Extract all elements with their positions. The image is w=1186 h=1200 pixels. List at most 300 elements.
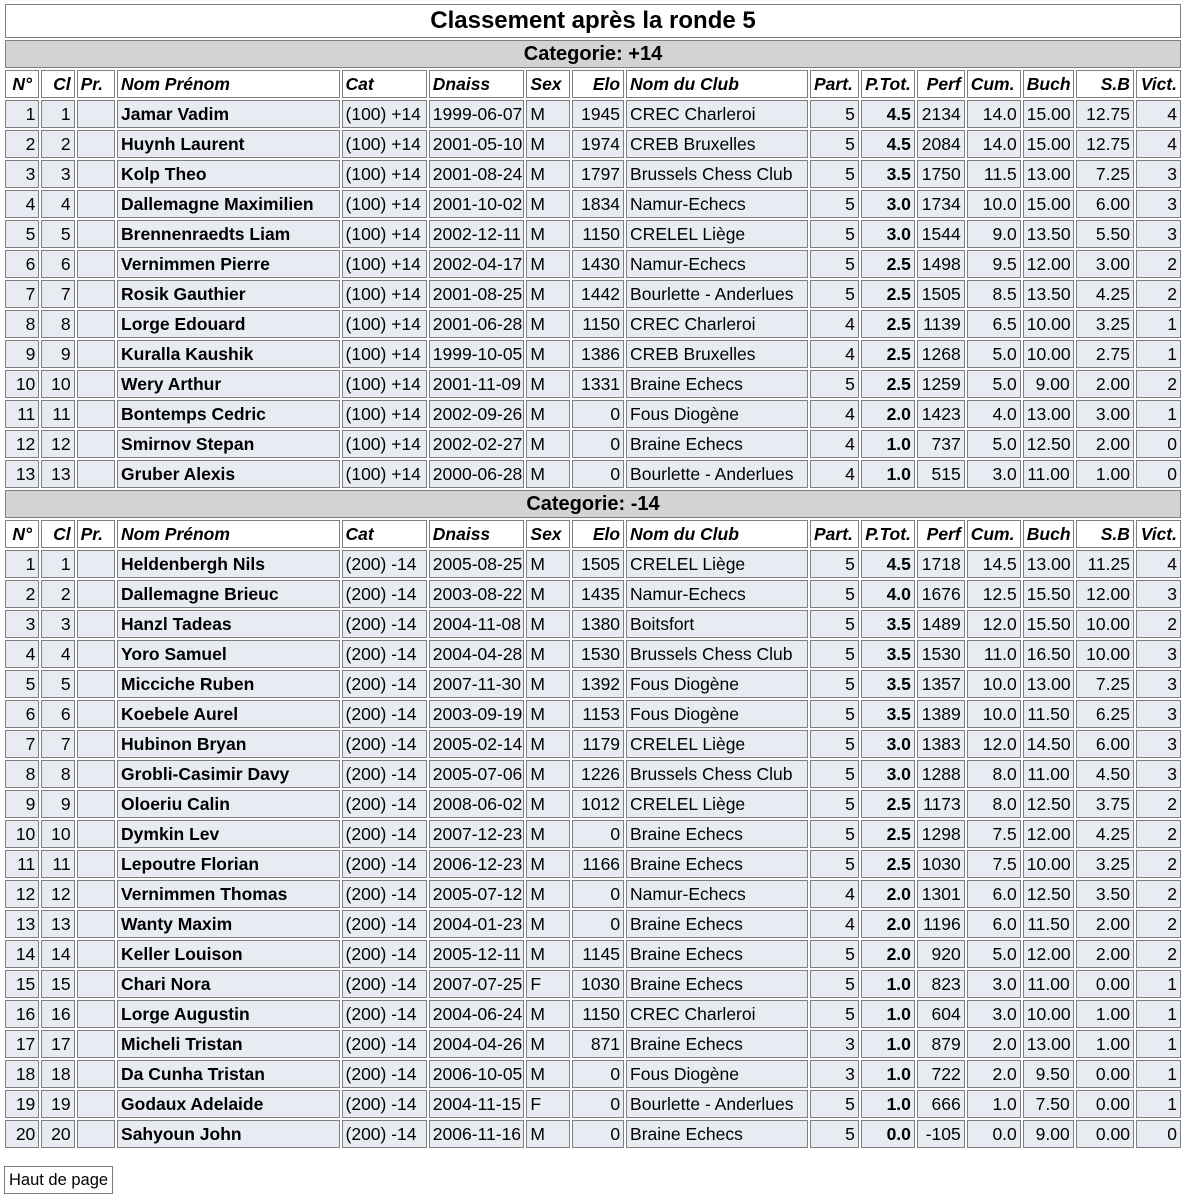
cell-buch: 12.50 xyxy=(1023,790,1074,818)
cell-cum: 3.0 xyxy=(967,970,1021,998)
cell-games: 5 xyxy=(810,850,859,878)
cell-birth-date: 2004-06-24 xyxy=(429,1000,525,1028)
cell-pr xyxy=(77,1030,115,1058)
table-row xyxy=(5,310,1181,338)
column-header-buch: Buch xyxy=(1023,70,1074,98)
table-row xyxy=(5,220,1181,248)
cell-wins: 3 xyxy=(1136,670,1181,698)
cell-sb: 3.00 xyxy=(1076,400,1134,428)
column-header-club: Nom du Club xyxy=(626,520,808,548)
cell-pr xyxy=(77,790,115,818)
cell-sb: 6.00 xyxy=(1076,730,1134,758)
cell-cum: 9.0 xyxy=(967,220,1021,248)
cell-elo: 1430 xyxy=(572,250,624,278)
cell-pr xyxy=(77,340,115,368)
cell-pr xyxy=(77,190,115,218)
cell-cat: (100) +14 xyxy=(342,250,427,278)
cell-points: 2.0 xyxy=(861,400,915,428)
cell-sex: F xyxy=(526,1090,570,1118)
cell-points: 1.0 xyxy=(861,460,915,488)
standings-table xyxy=(3,2,1183,1150)
cell-games: 5 xyxy=(810,730,859,758)
cell-games: 4 xyxy=(810,880,859,908)
cell-sb: 1.00 xyxy=(1076,1030,1134,1058)
cell-sb: 5.50 xyxy=(1076,220,1134,248)
cell-points: 3.0 xyxy=(861,190,915,218)
cell-sb: 0.00 xyxy=(1076,970,1134,998)
cell-sex: M xyxy=(526,640,570,668)
cell-buch: 13.00 xyxy=(1023,400,1074,428)
cell-sb: 10.00 xyxy=(1076,610,1134,638)
cell-buch: 15.50 xyxy=(1023,610,1074,638)
cell-pr xyxy=(77,640,115,668)
cell-cl: 11 xyxy=(41,850,74,878)
cell-cl: 15 xyxy=(41,970,74,998)
column-header-wins: Vict. xyxy=(1136,520,1181,548)
column-header-cat: Cat xyxy=(342,70,427,98)
cell-club: Brussels Chess Club xyxy=(626,160,808,188)
cell-perf: -105 xyxy=(917,1120,965,1148)
cell-cat: (100) +14 xyxy=(342,160,427,188)
cell-cl: 4 xyxy=(41,190,74,218)
column-header-sex: Sex xyxy=(526,70,570,98)
cell-elo: 1380 xyxy=(572,610,624,638)
cell-club: CREB Bruxelles xyxy=(626,340,808,368)
cell-cum: 14.0 xyxy=(967,100,1021,128)
cell-wins: 1 xyxy=(1136,400,1181,428)
cell-wins: 1 xyxy=(1136,1060,1181,1088)
cell-games: 5 xyxy=(810,760,859,788)
cell-games: 4 xyxy=(810,910,859,938)
cell-rank: 5 xyxy=(5,220,39,248)
cell-pr xyxy=(77,1090,115,1118)
cell-buch: 9.50 xyxy=(1023,1060,1074,1088)
cell-sb: 3.50 xyxy=(1076,880,1134,908)
cell-elo: 1392 xyxy=(572,670,624,698)
cell-cum: 8.0 xyxy=(967,790,1021,818)
cell-rank: 2 xyxy=(5,580,39,608)
cell-cat: (100) +14 xyxy=(342,340,427,368)
cell-club: CRELEL Liège xyxy=(626,790,808,818)
cell-sex: M xyxy=(526,940,570,968)
cell-buch: 12.50 xyxy=(1023,880,1074,908)
cell-rank: 12 xyxy=(5,430,39,458)
cell-name: Wery Arthur xyxy=(117,370,339,398)
cell-club: Braine Echecs xyxy=(626,430,808,458)
cell-sex: M xyxy=(526,160,570,188)
table-row xyxy=(5,130,1181,158)
cell-cum: 14.5 xyxy=(967,550,1021,578)
cell-pr xyxy=(77,760,115,788)
cell-perf: 1489 xyxy=(917,610,965,638)
cell-buch: 9.00 xyxy=(1023,370,1074,398)
cell-pr xyxy=(77,400,115,428)
table-row xyxy=(5,280,1181,308)
cell-name: Smirnov Stepan xyxy=(117,430,339,458)
cell-wins: 4 xyxy=(1136,100,1181,128)
cell-cl: 16 xyxy=(41,1000,74,1028)
table-row xyxy=(5,190,1181,218)
cell-wins: 3 xyxy=(1136,760,1181,788)
cell-wins: 2 xyxy=(1136,880,1181,908)
cell-buch: 9.00 xyxy=(1023,1120,1074,1148)
cell-points: 2.0 xyxy=(861,910,915,938)
cell-wins: 2 xyxy=(1136,370,1181,398)
cell-cat: (200) -14 xyxy=(342,1000,427,1028)
cell-elo: 0 xyxy=(572,880,624,908)
cell-points: 2.5 xyxy=(861,790,915,818)
cell-points: 3.5 xyxy=(861,700,915,728)
cell-cl: 9 xyxy=(41,790,74,818)
cell-birth-date: 2008-06-02 xyxy=(429,790,525,818)
cell-sex: M xyxy=(526,1030,570,1058)
cell-games: 5 xyxy=(810,370,859,398)
cell-pr xyxy=(77,1000,115,1028)
cell-elo: 1179 xyxy=(572,730,624,758)
cell-perf: 1389 xyxy=(917,700,965,728)
column-header-points: P.Tot. xyxy=(861,70,915,98)
cell-points: 1.0 xyxy=(861,1090,915,1118)
cell-points: 2.0 xyxy=(861,880,915,908)
column-header-perf: Perf xyxy=(917,70,965,98)
cell-sex: M xyxy=(526,880,570,908)
cell-buch: 13.00 xyxy=(1023,550,1074,578)
cell-perf: 1383 xyxy=(917,730,965,758)
cell-cat: (200) -14 xyxy=(342,1030,427,1058)
cell-name: Brennenraedts Liam xyxy=(117,220,339,248)
cell-name: Jamar Vadim xyxy=(117,100,339,128)
cell-sb: 4.25 xyxy=(1076,820,1134,848)
cell-club: Braine Echecs xyxy=(626,940,808,968)
cell-perf: 666 xyxy=(917,1090,965,1118)
cell-games: 4 xyxy=(810,400,859,428)
cell-sex: M xyxy=(526,610,570,638)
cell-games: 5 xyxy=(810,970,859,998)
cell-sb: 12.75 xyxy=(1076,100,1134,128)
cell-pr xyxy=(77,100,115,128)
cell-cum: 6.0 xyxy=(967,880,1021,908)
cell-wins: 2 xyxy=(1136,820,1181,848)
cell-birth-date: 2004-01-23 xyxy=(429,910,525,938)
cell-elo: 0 xyxy=(572,1060,624,1088)
cell-perf: 1498 xyxy=(917,250,965,278)
cell-club: CRELEL Liège xyxy=(626,220,808,248)
cell-birth-date: 2001-10-02 xyxy=(429,190,525,218)
cell-pr xyxy=(77,550,115,578)
cell-cl: 2 xyxy=(41,130,74,158)
cell-club: Bourlette - Anderlues xyxy=(626,1090,808,1118)
cell-games: 5 xyxy=(810,190,859,218)
table-row xyxy=(5,1060,1181,1088)
cell-sex: F xyxy=(526,970,570,998)
cell-name: Grobli-Casimir Davy xyxy=(117,760,339,788)
cell-wins: 0 xyxy=(1136,1120,1181,1148)
cell-sb: 12.00 xyxy=(1076,580,1134,608)
cell-sex: M xyxy=(526,190,570,218)
cell-pr xyxy=(77,880,115,908)
cell-cl: 1 xyxy=(41,100,74,128)
cell-name: Sahyoun John xyxy=(117,1120,339,1148)
cell-club: Bourlette - Anderlues xyxy=(626,280,808,308)
cell-club: Fous Diogène xyxy=(626,700,808,728)
cell-sex: M xyxy=(526,670,570,698)
column-header-cl: Cl xyxy=(41,520,74,548)
cell-club: Namur-Echecs xyxy=(626,190,808,218)
column-header-cl: Cl xyxy=(41,70,74,98)
cell-perf: 1298 xyxy=(917,820,965,848)
cell-pr xyxy=(77,970,115,998)
cell-rank: 8 xyxy=(5,310,39,338)
cell-birth-date: 2001-08-25 xyxy=(429,280,525,308)
cell-birth-date: 2002-02-27 xyxy=(429,430,525,458)
cell-elo: 1974 xyxy=(572,130,624,158)
cell-elo: 0 xyxy=(572,400,624,428)
table-row xyxy=(5,880,1181,908)
cell-name: Rosik Gauthier xyxy=(117,280,339,308)
cell-cat: (200) -14 xyxy=(342,940,427,968)
cell-birth-date: 2006-12-23 xyxy=(429,850,525,878)
cell-club: Braine Echecs xyxy=(626,820,808,848)
cell-name: Oloeriu Calin xyxy=(117,790,339,818)
table-row xyxy=(5,910,1181,938)
cell-elo: 1505 xyxy=(572,550,624,578)
cell-sex: M xyxy=(526,1120,570,1148)
cell-birth-date: 2001-08-24 xyxy=(429,160,525,188)
cell-birth-date: 2005-02-14 xyxy=(429,730,525,758)
cell-points: 0.0 xyxy=(861,1120,915,1148)
cell-cl: 5 xyxy=(41,220,74,248)
column-header-sb: S.B xyxy=(1076,70,1134,98)
cell-games: 5 xyxy=(810,1120,859,1148)
cell-wins: 1 xyxy=(1136,340,1181,368)
cell-birth-date: 2003-09-19 xyxy=(429,700,525,728)
cell-rank: 1 xyxy=(5,100,39,128)
cell-buch: 13.00 xyxy=(1023,1030,1074,1058)
cell-birth-date: 2007-11-30 xyxy=(429,670,525,698)
cell-rank: 11 xyxy=(5,850,39,878)
cell-name: Kuralla Kaushik xyxy=(117,340,339,368)
cell-elo: 1797 xyxy=(572,160,624,188)
cell-elo: 0 xyxy=(572,1120,624,1148)
cell-sb: 3.00 xyxy=(1076,250,1134,278)
cell-pr xyxy=(77,580,115,608)
cell-cat: (200) -14 xyxy=(342,820,427,848)
cell-cum: 11.5 xyxy=(967,160,1021,188)
cell-cl: 20 xyxy=(41,1120,74,1148)
cell-cl: 3 xyxy=(41,160,74,188)
results-page xyxy=(3,2,1183,1150)
cell-buch: 11.50 xyxy=(1023,910,1074,938)
column-header-elo: Elo xyxy=(572,70,624,98)
cell-buch: 11.50 xyxy=(1023,700,1074,728)
cell-club: Braine Echecs xyxy=(626,970,808,998)
cell-cum: 5.0 xyxy=(967,340,1021,368)
cell-birth-date: 2006-11-16 xyxy=(429,1120,525,1148)
cell-birth-date: 2001-05-10 xyxy=(429,130,525,158)
cell-games: 5 xyxy=(810,550,859,578)
cell-birth-date: 2004-04-26 xyxy=(429,1030,525,1058)
cell-perf: 2134 xyxy=(917,100,965,128)
cell-name: Chari Nora xyxy=(117,970,339,998)
cell-buch: 15.00 xyxy=(1023,100,1074,128)
cell-buch: 10.00 xyxy=(1023,310,1074,338)
cell-birth-date: 2002-12-11 xyxy=(429,220,525,248)
cell-games: 5 xyxy=(810,250,859,278)
cell-games: 5 xyxy=(810,700,859,728)
cell-cl: 10 xyxy=(41,370,74,398)
cell-rank: 3 xyxy=(5,610,39,638)
cell-perf: 1139 xyxy=(917,310,965,338)
category-header: Categorie: +14 xyxy=(5,40,1181,68)
table-row xyxy=(5,970,1181,998)
cell-games: 4 xyxy=(810,460,859,488)
cell-buch: 15.50 xyxy=(1023,580,1074,608)
cell-games: 5 xyxy=(810,610,859,638)
column-header-cum: Cum. xyxy=(967,70,1021,98)
cell-name: Dallemagne Brieuc xyxy=(117,580,339,608)
cell-club: CREC Charleroi xyxy=(626,1000,808,1028)
cell-buch: 10.00 xyxy=(1023,340,1074,368)
cell-sb: 11.25 xyxy=(1076,550,1134,578)
cell-points: 4.5 xyxy=(861,550,915,578)
cell-sb: 0.00 xyxy=(1076,1060,1134,1088)
cell-birth-date: 2003-08-22 xyxy=(429,580,525,608)
cell-sex: M xyxy=(526,100,570,128)
cell-rank: 7 xyxy=(5,280,39,308)
cell-pr xyxy=(77,730,115,758)
cell-perf: 1734 xyxy=(917,190,965,218)
cell-cum: 7.5 xyxy=(967,850,1021,878)
cell-wins: 3 xyxy=(1136,730,1181,758)
cell-cat: (200) -14 xyxy=(342,1060,427,1088)
cell-games: 5 xyxy=(810,220,859,248)
cell-birth-date: 2004-04-28 xyxy=(429,640,525,668)
cell-rank: 16 xyxy=(5,1000,39,1028)
cell-cl: 13 xyxy=(41,910,74,938)
cell-buch: 16.50 xyxy=(1023,640,1074,668)
cell-points: 4.5 xyxy=(861,100,915,128)
cell-cat: (200) -14 xyxy=(342,670,427,698)
cell-elo: 0 xyxy=(572,910,624,938)
cell-buch: 14.50 xyxy=(1023,730,1074,758)
cell-cat: (200) -14 xyxy=(342,610,427,638)
cell-name: Vernimmen Pierre xyxy=(117,250,339,278)
cell-birth-date: 2007-07-25 xyxy=(429,970,525,998)
cell-cat: (100) +14 xyxy=(342,280,427,308)
cell-points: 3.5 xyxy=(861,160,915,188)
cell-elo: 871 xyxy=(572,1030,624,1058)
table-row xyxy=(5,700,1181,728)
cell-pr xyxy=(77,940,115,968)
table-row xyxy=(5,460,1181,488)
cell-cat: (100) +14 xyxy=(342,130,427,158)
cell-perf: 1505 xyxy=(917,280,965,308)
cell-name: Heldenbergh Nils xyxy=(117,550,339,578)
cell-club: Bourlette - Anderlues xyxy=(626,460,808,488)
cell-rank: 6 xyxy=(5,250,39,278)
cell-name: Da Cunha Tristan xyxy=(117,1060,339,1088)
cell-perf: 515 xyxy=(917,460,965,488)
column-header-wins: Vict. xyxy=(1136,70,1181,98)
back-to-top-link[interactable]: Haut de page xyxy=(4,1166,113,1194)
cell-pr xyxy=(77,370,115,398)
cell-club: CRELEL Liège xyxy=(626,730,808,758)
cell-name: Kolp Theo xyxy=(117,160,339,188)
cell-rank: 13 xyxy=(5,910,39,938)
table-row xyxy=(5,670,1181,698)
cell-birth-date: 1999-06-07 xyxy=(429,100,525,128)
cell-wins: 4 xyxy=(1136,550,1181,578)
cell-elo: 0 xyxy=(572,1090,624,1118)
cell-perf: 823 xyxy=(917,970,965,998)
cell-club: Namur-Echecs xyxy=(626,580,808,608)
cell-cum: 11.0 xyxy=(967,640,1021,668)
cell-name: Micciche Ruben xyxy=(117,670,339,698)
cell-perf: 1173 xyxy=(917,790,965,818)
table-row xyxy=(5,760,1181,788)
column-header-row xyxy=(5,520,1181,548)
table-row xyxy=(5,1030,1181,1058)
cell-club: CREB Bruxelles xyxy=(626,130,808,158)
cell-perf: 1196 xyxy=(917,910,965,938)
cell-games: 5 xyxy=(810,670,859,698)
column-header-birth-date: Dnaiss xyxy=(429,520,525,548)
cell-cl: 9 xyxy=(41,340,74,368)
cell-cl: 7 xyxy=(41,280,74,308)
cell-cum: 14.0 xyxy=(967,130,1021,158)
cell-name: Keller Louison xyxy=(117,940,339,968)
cell-cum: 5.0 xyxy=(967,940,1021,968)
cell-sb: 1.00 xyxy=(1076,1000,1134,1028)
cell-sb: 6.00 xyxy=(1076,190,1134,218)
table-row xyxy=(5,790,1181,818)
cell-wins: 2 xyxy=(1136,850,1181,878)
cell-elo: 1030 xyxy=(572,970,624,998)
cell-buch: 7.50 xyxy=(1023,1090,1074,1118)
cell-games: 5 xyxy=(810,640,859,668)
cell-rank: 1 xyxy=(5,550,39,578)
table-row xyxy=(5,640,1181,668)
cell-points: 4.0 xyxy=(861,580,915,608)
cell-games: 4 xyxy=(810,310,859,338)
cell-pr xyxy=(77,910,115,938)
cell-pr xyxy=(77,130,115,158)
cell-cl: 12 xyxy=(41,430,74,458)
cell-cat: (100) +14 xyxy=(342,370,427,398)
table-row xyxy=(5,370,1181,398)
cell-birth-date: 2000-06-28 xyxy=(429,460,525,488)
cell-cat: (200) -14 xyxy=(342,580,427,608)
cell-sex: M xyxy=(526,130,570,158)
cell-cl: 4 xyxy=(41,640,74,668)
cell-wins: 2 xyxy=(1136,940,1181,968)
cell-points: 2.5 xyxy=(861,250,915,278)
cell-points: 2.5 xyxy=(861,310,915,338)
cell-birth-date: 2001-06-28 xyxy=(429,310,525,338)
cell-games: 5 xyxy=(810,940,859,968)
cell-elo: 1153 xyxy=(572,700,624,728)
cell-points: 1.0 xyxy=(861,1030,915,1058)
cell-club: Brussels Chess Club xyxy=(626,760,808,788)
cell-cum: 10.0 xyxy=(967,700,1021,728)
cell-sb: 12.75 xyxy=(1076,130,1134,158)
cell-pr xyxy=(77,610,115,638)
cell-pr xyxy=(77,250,115,278)
cell-rank: 9 xyxy=(5,340,39,368)
cell-sex: M xyxy=(526,730,570,758)
cell-perf: 722 xyxy=(917,1060,965,1088)
cell-pr xyxy=(77,850,115,878)
